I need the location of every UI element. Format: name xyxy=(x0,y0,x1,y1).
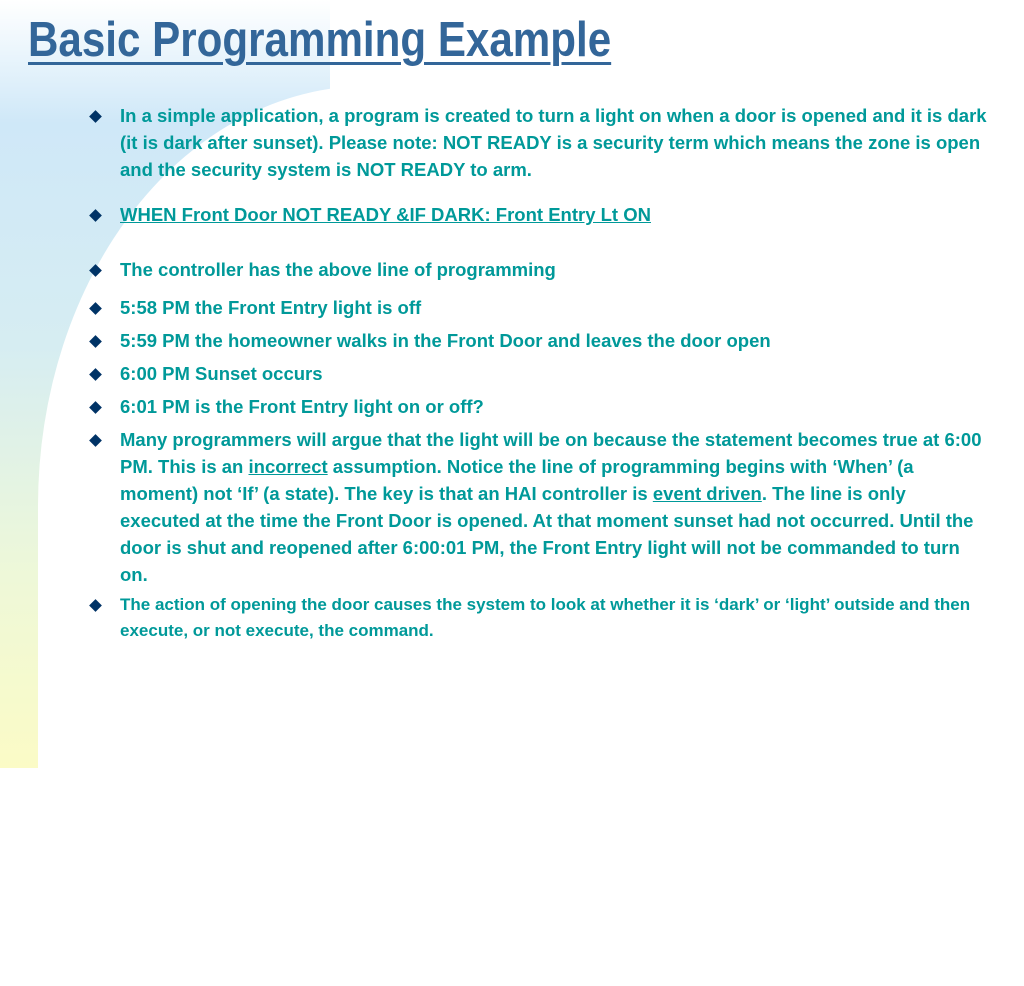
incorrect-emphasis: incorrect xyxy=(248,456,328,477)
diamond-bullet-icon xyxy=(89,209,102,222)
bullet-list xyxy=(88,102,988,644)
diamond-bullet-icon xyxy=(89,434,102,447)
bullet-text: In a simple application, a program is created to turn a light on when a door is opened and it is dark (it is dark after sunset). Please note: NOT READY is a security term which means the zone is open and the security system is NOT READY to arm. xyxy=(120,105,987,180)
diamond-bullet-icon xyxy=(89,599,102,612)
slide-title: Basic Programming Example xyxy=(28,13,612,67)
bullet-item xyxy=(88,327,988,354)
bullet-item xyxy=(88,256,988,283)
bullet-text-part: assumption. Notice the line of programming begins with ‘When’ (a moment) not ‘If’ (a state). The key is that an HAI controller is xyxy=(120,456,914,504)
bullet-text: The action of opening the door causes the system to look at whether it is ‘dark’ or ‘light’ outside and then execute, or not execute, the command. xyxy=(120,595,971,640)
bullet-item xyxy=(88,201,988,228)
bullet-item xyxy=(88,393,988,420)
event-driven-emphasis: event driven xyxy=(652,483,762,504)
bullet-item xyxy=(88,102,988,183)
diamond-bullet-icon xyxy=(89,110,102,123)
diamond-bullet-icon xyxy=(89,264,102,277)
bullet-text: 5:59 PM the homeowner walks in the Front Door and leaves the door open xyxy=(120,330,771,351)
bullet-item xyxy=(88,360,988,387)
bullet-text: 6:00 PM Sunset occurs xyxy=(120,363,323,384)
bullet-text-part: . The line is only executed at the time the Front Door is opened. At that moment sunset had not occurred. Until the door is shut and reopened after 6:00:01 PM, the Front Entry light will not be commanded to turn on. xyxy=(120,483,974,585)
bullet-item xyxy=(88,426,988,588)
diamond-bullet-icon xyxy=(89,368,102,381)
program-line-text: WHEN Front Door NOT READY &IF DARK: Front Entry Lt ON xyxy=(120,204,651,225)
bullet-text: 5:58 PM the Front Entry light is off xyxy=(120,297,422,318)
bullet-text: 6:01 PM is the Front Entry light on or off? xyxy=(120,396,484,417)
bullet-text: The controller has the above line of programming xyxy=(120,259,556,280)
bullet-item xyxy=(88,294,988,321)
diamond-bullet-icon xyxy=(89,302,102,315)
bullet-text-part: Many programmers will argue that the light will be on because the statement becomes true at 6:00 PM. This is an xyxy=(120,429,982,477)
bullet-item xyxy=(88,592,988,644)
diamond-bullet-icon xyxy=(89,401,102,414)
diamond-bullet-icon xyxy=(89,335,102,348)
